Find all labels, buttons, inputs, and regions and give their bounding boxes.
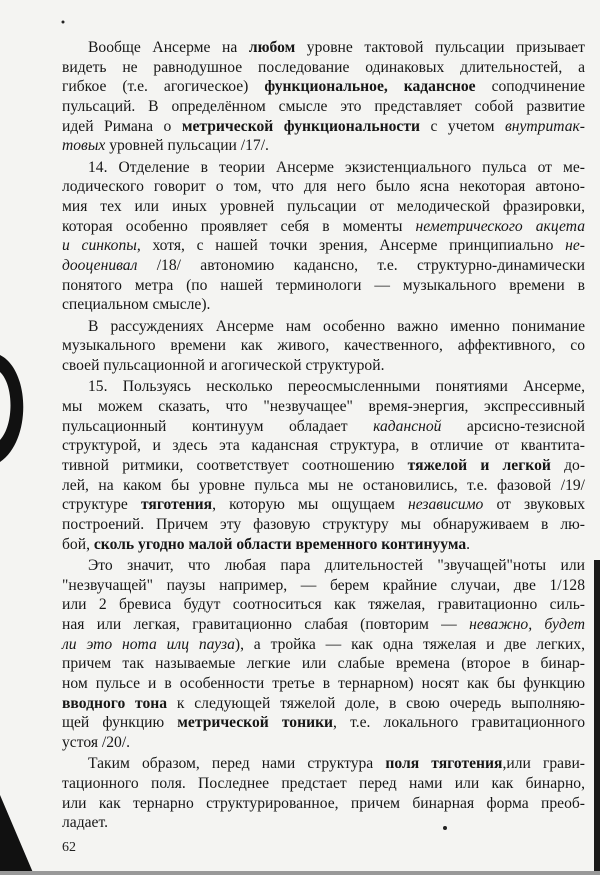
text-run: ном пульсе и в особенности третье в тернарном) носят как бы функцию [62, 675, 585, 692]
text-line [62, 217, 585, 237]
text-run: лодического говорит о том, что для него было ясна некоторая автоно- [62, 178, 585, 196]
text-run: видеть не равнодушное последование одинаковых длительностей, а [62, 58, 585, 76]
italic-text: неважно, будет [469, 615, 585, 633]
text-run: ная или легкая, гравитационно слабая (повторим — [62, 615, 470, 633]
text-line [62, 713, 585, 733]
text-line [62, 317, 585, 337]
italic-text: кадансной [373, 417, 442, 435]
text-line [62, 276, 585, 296]
text-run: , т.е. локального гравитационного [333, 714, 585, 732]
text-run: уровней пульсации /17/. [105, 137, 269, 155]
text-run: специальном смысле). [62, 296, 211, 314]
bold-text: вводного тона [62, 694, 168, 712]
text-line [62, 356, 585, 376]
text-run: 15. Пользуясь несколько переосмысленными понятиями Ансерме, [88, 378, 585, 396]
bold-text: метрической тоники [177, 714, 334, 732]
text-run: тационного поля. Последнее предстает перед нами или как бинарно, [62, 774, 585, 792]
bottom-edge-line [0, 871, 600, 875]
text-run: Это значит, что любая пара длительностей "звучащей"ноты или [88, 556, 585, 574]
text-run: к следующей тяжелой доле, в свою очередь выполняю- [167, 694, 585, 712]
corner-shadow [0, 795, 34, 875]
italic-text: и синкопы [62, 237, 137, 255]
text-run: идей Римана о [62, 117, 182, 135]
text-run: которая особенно проявляет себя в моменты [62, 217, 416, 235]
text-run: понятого метра (по нашей терминологи — музыкального времени в [62, 276, 585, 294]
text-line [62, 97, 585, 117]
text-run: уровне тактовой пульсации призывает [295, 39, 586, 56]
text-run: мы можем сказать, что "незвучащее" время-энергия, экспрессивный [62, 397, 585, 415]
text-run: своей пульсационной и агогической структурой. [62, 357, 385, 374]
bold-text: тяготения [140, 496, 213, 514]
document-body [62, 38, 585, 835]
text-line [62, 794, 585, 814]
text-run: причем так называемые легкие или слабые времена (второе в бинар- [62, 655, 585, 673]
text-line [62, 754, 585, 774]
text-run: пульсационный континуум обладает [62, 417, 374, 435]
text-line [62, 515, 585, 535]
text-line [62, 674, 585, 694]
text-line [62, 436, 585, 456]
text-line [62, 256, 585, 276]
italic-text: независимо [407, 496, 484, 514]
italic-text: неметрического акцета [415, 217, 586, 235]
text-line [62, 556, 585, 576]
text-run: лей, на каком бы уровне пульса мы не остановились, т.е. фазовой /19/ [62, 476, 585, 494]
text-run: или 2 бревиса будут соотноситься как тяжелая, гравитационно силь- [62, 596, 585, 614]
text-line [62, 58, 585, 78]
text-run: ,или грави- [502, 755, 585, 773]
text-run: , хотя, с нашей точки зрения, Ансерме принципиально [136, 237, 566, 255]
italic-text: ли это нота илц пауза [62, 635, 235, 653]
text-run: щей функцию [62, 714, 178, 732]
text-line [62, 694, 585, 714]
text-line [62, 136, 585, 156]
text-line [62, 117, 585, 137]
text-line [62, 336, 585, 356]
text-run: Таким образом, перед нами структура [88, 755, 386, 773]
text-run: или как тернарно структурированное, причем бинарная форма преоб- [62, 794, 585, 812]
paragraph [62, 377, 585, 554]
text-run: ладает. [62, 814, 109, 832]
text-run: гибкое (т.е. агогическое) [62, 78, 265, 96]
text-run: соподчинение [475, 78, 585, 96]
right-edge-shadow [594, 560, 600, 875]
text-line [62, 236, 585, 256]
text-run: от звуковых [483, 496, 585, 514]
text-run: 14. Отделение в теории Ансерме экзистенциального пульса от ме- [88, 158, 585, 176]
text-run: музыкального времени как живого, качественного, аффективного, со [62, 337, 585, 355]
text-run: Вообще Ансерме на [88, 39, 249, 56]
text-line [62, 456, 585, 476]
text-line [62, 38, 585, 58]
text-line [62, 535, 585, 555]
text-line [62, 476, 585, 496]
text-run: мия тех или иных уровней пульсации от мелодической фразировки, [62, 198, 585, 215]
italic-text: товых [62, 137, 106, 155]
text-run: построений. Причем эту фазовую структуру мы обнаруживаем в лю- [62, 516, 585, 533]
bold-text: тяжелой и легкой [407, 456, 551, 474]
text-line [62, 295, 585, 315]
page-number: 62 [62, 840, 76, 855]
text-run: В рассуждениях Ансерме нам особенно важно именно понимание [88, 317, 585, 335]
text-line [62, 397, 585, 417]
text-run: бой, [62, 535, 94, 553]
text-run: пульсаций. В определённом смысле это представляет собой развитие [62, 98, 585, 116]
text-line [62, 774, 585, 794]
text-run: с учетом [419, 117, 505, 135]
text-run: . [466, 535, 471, 553]
text-line [62, 595, 585, 615]
bold-text: любом [248, 39, 296, 56]
text-line [62, 158, 585, 178]
text-run: арсисно-тезисной [441, 417, 585, 435]
paragraph [62, 556, 585, 753]
text-run: /18/ автономию кадансно, т.е. структурно-динамически [137, 257, 585, 275]
italic-text: дооценивал [62, 257, 138, 275]
text-line [62, 635, 585, 655]
bold-text: функциональное, кадансное [264, 78, 476, 96]
paragraph [62, 317, 585, 376]
text-line [62, 377, 585, 397]
text-run: структурой, и здесь эта кадансная структура, в отличие от квантита- [62, 437, 585, 455]
text-run: , которую мы ощущаем [212, 496, 408, 514]
text-run: структуре [62, 496, 141, 514]
text-line [62, 813, 585, 833]
text-line [62, 576, 585, 596]
text-line [62, 417, 585, 437]
text-run: ), а тройка — как одна тяжелая и две легких, [234, 635, 586, 653]
paragraph [62, 158, 585, 316]
paragraph [62, 38, 585, 156]
text-line [62, 77, 585, 97]
bold-text: метрической функциональности [181, 117, 420, 135]
text-line [62, 733, 585, 753]
text-line [62, 177, 585, 197]
text-line [62, 197, 585, 217]
bold-text: поля тяготения [385, 755, 503, 773]
binding-shadow-curve [0, 355, 23, 462]
text-run: до- [550, 456, 586, 474]
text-line [62, 615, 585, 635]
paragraph [62, 754, 585, 833]
bold-text: сколь угодно малой области временного континуума [93, 535, 467, 553]
text-run: "незвучащей" паузы например, — берем крайние случаи, две 1/128 [62, 576, 585, 594]
italic-text: не- [565, 237, 585, 255]
text-run: тивной ритмики, соответствует соотношению [62, 456, 408, 474]
text-line [62, 495, 585, 515]
text-line [62, 654, 585, 674]
text-run: устоя /20/. [62, 734, 131, 752]
speck [62, 21, 65, 24]
italic-text: внутритак- [504, 117, 585, 135]
